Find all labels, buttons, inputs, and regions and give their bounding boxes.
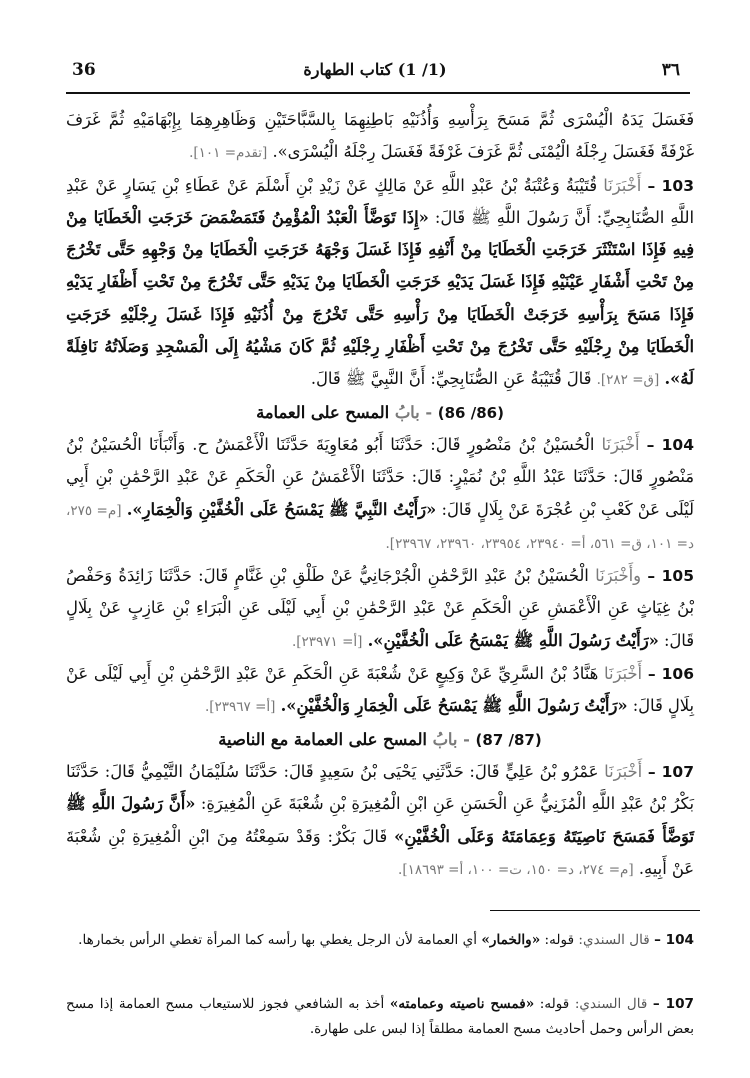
footnote-107	[66, 992, 694, 1042]
footnote-quote: «فمسح ناصيته وعمامته»	[389, 996, 535, 1012]
hadith-number: 103 –	[647, 176, 694, 195]
header-rule	[66, 92, 690, 94]
hadith-note: قَالَ قُتَيْبَةُ عَنِ الصُّنَابِحِيِّ: أَنَّ النَّبِيَّ ﷺ قَالَ.	[310, 369, 592, 389]
isnad: الْحُسَيْنُ بْنُ عَبْدِ الرَّحْمَٰنِ الْجُرْجَانِيُّ عَنْ طَلْقِ بْنِ غَنَّامٍ قَالَ: حَدَّثَنَا زَائِدَةُ وَحَفْصُ بْنُ غِيَاثٍ عَنِ الْأَعْمَشِ عَنِ الْحَكَمِ عَنْ عَبْدِ الرَّحْمَٰنِ بْنِ أَبِي لَيْلَى عَنِ الْبَرَاءِ بْنِ عَازِبٍ عَنْ بِلَالٍ قَالَ:	[66, 566, 694, 650]
chapter-number: (86/ 86)	[437, 403, 504, 422]
hadith-continuation: فَغَسَلَ يَدَهُ الْيُسْرَى ثُمَّ مَسَحَ بِرَأْسِهِ وَأُذُنَيْهِ بَاطِنِهِمَا بِالسَّبَّاحَتَيْنِ وَظَاهِرِهِمَا بِإِبْهَامَيْهِ ثُمَّ غَرَفَ غَرْفَةً فَغَسَلَ رِجْلَهُ الْيُمْنَى ثُمَّ غَرَفَ غَرْفَةً فَغَسَلَ رِجْلَهُ الْيُسْرَى». [تقدم= ١٠١].	[66, 110, 694, 162]
page-number-latin: 36	[72, 60, 96, 80]
chapter-heading-86	[66, 397, 694, 429]
matn: «أَنَّ رَسُولَ اللَّهِ ﷺ تَوَضَّأَ فَمَسَحَ نَاصِيَتَهُ وَعِمَامَتَهُ وَعَلَى الْخُفَّيْنِ»	[66, 794, 695, 846]
isnad: الْحُسَيْنُ بْنُ مَنْصُورٍ قَالَ: حَدَّثَنَا أَبُو مُعَاوِيَةَ حَدَّثَنَا الْأَعْمَشُ ح. وَأَنْبَأَنَا الْحُسَيْنُ بْنُ مَنْصُورٍ قَالَ: حَدَّثَنَا عَبْدُ اللَّهِ بْنُ نُمَيْرٍ: قَالَ: حَدَّثَنَا الْأَعْمَشُ عَنِ الْحَكَمِ عَنْ عَبْدِ الرَّحْمَٰنِ بْنِ أَبِي لَيْلَى عَنْ كَعْبِ بْنِ عُجْرَةَ عَنْ بِلَالٍ قَالَ:	[66, 434, 694, 519]
isnad: عَمْرُو بْنُ عَلِيٍّ قَالَ: حَدَّثَنِي يَحْيَى بْنُ سَعِيدٍ قَالَ: حَدَّثَنَا سُلَيْمَانُ التَّيْمِيُّ قَالَ: حَدَّثَنَا بَكْرُ بْنُ عَبْدِ اللَّهِ الْمُزَنِيُّ عَنِ الْحَسَنِ عَنِ ابْنِ الْمُغِيرَةِ بْنِ شُعْبَةَ عَنِ الْمُغِيرَةِ:	[66, 761, 694, 814]
footnote-rule	[490, 910, 700, 911]
chapter-word: - بابُ	[394, 402, 433, 422]
footnote-prefix: قوله:	[544, 932, 575, 948]
reference: [أ= ٢٣٩٦٧].	[204, 699, 276, 716]
reference: [ق= ٢٨٢].	[596, 372, 660, 389]
footnote-author: قال السندي:	[578, 932, 650, 948]
chapter-title: المسح على العمامة مع الناصية	[218, 729, 427, 749]
matn: «إِذَا تَوَضَّأَ الْعَبْدُ الْمُؤْمِنُ فَتَمَضْمَضَ خَرَجَتِ الْخَطَايَا مِنْ فِيهِ فَإِذَا اسْتَنْثَرَ خَرَجَتِ الْخَطَايَا مِنْ أَنْفِهِ فَإِذَا غَسَلَ وَجْهَهُ خَرَجَتِ الْخَطَايَا مِنْ وَجْهِهِ حَتَّى تَخْرُجَ مِنْ تَحْتِ أَشْفَارِ عَيْنَيْهِ فَإِذَا غَسَلَ يَدَيْهِ خَرَجَتِ الْخَطَايَا مِنْ يَدَيْهِ حَتَّى تَخْرُجَ مِنْ تَحْتِ أَظْفَارِ يَدَيْهِ فَإِذَا مَسَحَ بِرَأْسِهِ خَرَجَتْ الْخَطَايَا مِنْ رَأْسِهِ حَتَّى تَخْرُجَ مِنْ أُذُنَيْهِ فَإِذَا غَسَلَ رِجْلَيْهِ خَرَجَتِ الْخَطَايَا مِنْ رِجْلَيْهِ حَتَّى تَخْرُجَ مِنْ تَحْتِ أَظْفَارِ رِجْلَيْهِ ثُمَّ كَانَ مَشْيُهُ إِلَى الْمَسْجِدِ وَصَلَاتُهُ نَافِلَةً لَهُ».	[66, 207, 694, 389]
hadith-103	[66, 170, 694, 397]
footnote-quote: «والخمار»	[481, 932, 541, 948]
footnote-text: أخذ به الشافعي فجوز للاستيعاب مسح العمامة إذا مسح بعض الرأس وحمل أحاديث مسح العمامة مطلقاً إذا لبس على طهارة.	[66, 996, 694, 1037]
footnote-number: 104 –	[654, 932, 694, 948]
matn: «رَأَيْتُ رَسُولَ اللَّهِ ﷺ يَمْسَحُ عَلَى الْخُفَّيْنِ».	[367, 630, 659, 650]
footnote-number: 107 –	[652, 996, 694, 1012]
matn: «رَأَيْتُ رَسُولَ اللَّهِ ﷺ يَمْسَحُ عَلَى الْخِمَارِ وَالْخُفَّيْنِ».	[280, 696, 628, 716]
footnote-author: قال السندي:	[574, 996, 648, 1012]
page-header	[66, 60, 684, 84]
page-running-title: (1/ 1) كتاب الطهارة	[303, 60, 447, 79]
hadith-number: 104 –	[646, 435, 694, 454]
chapter-title: المسح على العمامة	[256, 402, 390, 422]
hadith-number: 106 –	[647, 665, 694, 684]
hadith-number: 105 –	[647, 567, 694, 586]
hadith-104	[66, 429, 694, 560]
akhbarana-word: وأَخْبَرَنَا	[595, 566, 641, 586]
hadith-number: 107 –	[647, 762, 694, 781]
chapter-heading-87	[66, 724, 694, 756]
isnad: هَنَّادُ بْنُ السَّرِيِّ عَنْ وَكِيعٍ عَنْ شُعْبَةَ عَنِ الْحَكَمِ عَنْ عَبْدِ الرَّحْمَٰنِ بْنِ أَبِي لَيْلَى عَنْ بِلَالٍ قَالَ:	[66, 664, 694, 716]
isnad: قُتَيْبَةُ وَعُتْبَةُ بْنُ عَبْدِ اللَّهِ عَنْ مَالِكٍ عَنْ زَيْدِ بْنِ أَسْلَمَ عَنْ عَطَاءِ بْنِ يَسَارٍ عَنْ عَبْدِ اللَّهِ الصُّنَابِحِيِّ: أَنَّ رَسُولَ اللَّهِ ﷺ قَالَ:	[66, 175, 694, 227]
chapter-number: (87/ 87)	[475, 730, 542, 749]
matn: «رَأَيْتُ النَّبِيَّ ﷺ يَمْسَحُ عَلَى الْخُفَّيْنِ وَالْخِمَارِ».	[126, 499, 437, 519]
akhbarana-word: أَخْبَرَنَا	[604, 664, 643, 684]
reference: [تقدم= ١٠١].	[189, 145, 268, 162]
hadith-105	[66, 560, 694, 658]
akhbarana-word: أَخْبَرَنَا	[604, 761, 643, 781]
hadith-note: قَالَ بَكْرٌ: وَقَدْ سَمِعْتُهُ مِنَ ابْنِ الْمُغِيرَةِ بْنِ شُعْبَةَ عَنْ أَبِيهِ.	[66, 826, 694, 878]
akhbarana-word: أَخْبَرَنَا	[601, 434, 640, 454]
reference: [م= ٢٧٥، د= ١٠١، ق= ٥٦١، أ= ٢٣٩٤٠، ٢٣٩٥٤، ٢٣٩٦٠، ٢٣٩٦٧].	[66, 502, 694, 552]
main-text	[66, 104, 694, 886]
hadith-107	[66, 756, 694, 886]
akhbarana-word: أَخْبَرَنَا	[603, 175, 642, 195]
page-number-arabic: ٣٦	[661, 60, 680, 80]
footnote-104	[66, 928, 694, 953]
hadith-106	[66, 658, 694, 724]
footnote-prefix: قوله:	[539, 996, 570, 1012]
reference: [أ= ٢٣٩٧١].	[291, 633, 363, 650]
chapter-word: - بابُ	[432, 729, 470, 749]
footnote-text: أي العمامة لأن الرجل يغطي بها رأسه كما المرأة تغطي الرأس بخمارها.	[78, 932, 478, 948]
reference: [م= ٢٧٤، د= ١٥٠، ت= ١٠٠، أ= ١٨٦٩٣].	[398, 861, 634, 878]
